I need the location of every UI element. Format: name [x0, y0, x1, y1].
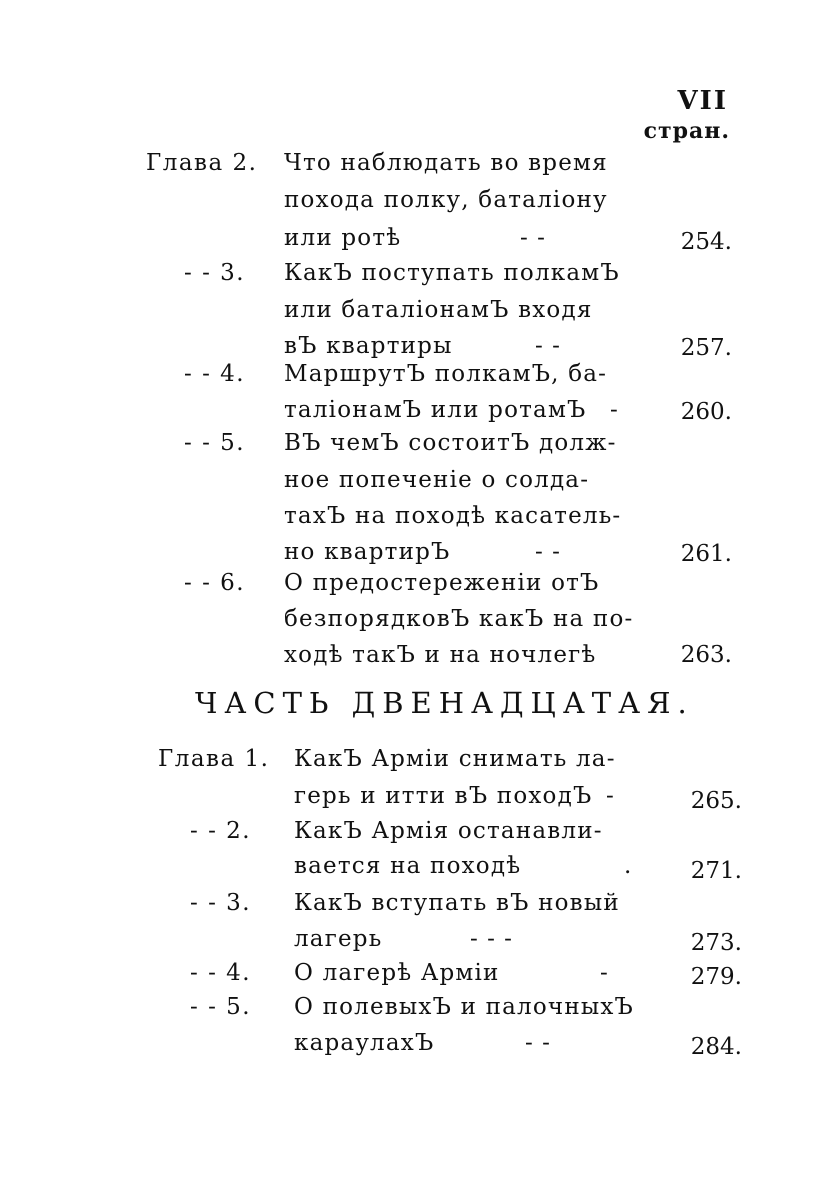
- entry-text-line: ВЪ чемЪ состоитЪ долж-: [284, 430, 617, 456]
- page-number: 254.: [680, 229, 732, 255]
- entry-text-line: безпорядковЪ какЪ на по-: [284, 606, 634, 632]
- entry-text-line: О полевыхЪ и палочныхЪ: [294, 994, 634, 1020]
- dot-leader: -: [606, 783, 615, 809]
- page-number: 284.: [690, 1034, 742, 1060]
- folio-roman-numeral: VII: [677, 86, 728, 116]
- entry-text-line: КакЪ вступать вЪ новый: [294, 890, 620, 916]
- dot-leader: - - -: [470, 926, 513, 952]
- entry-text-line: ходѣ такЪ и на ночлегѣ: [284, 642, 597, 668]
- page-number: 261.: [680, 541, 732, 567]
- entry-text-line: КакЪ Армія останавли-: [294, 818, 603, 844]
- entry-text-line: таліонамЪ или ротамЪ: [284, 397, 587, 423]
- entry-text-line: КакЪ поступать полкамЪ: [284, 260, 620, 286]
- entry-text-line: вЪ квартиры: [284, 333, 453, 359]
- dot-leader: - -: [525, 1030, 551, 1056]
- entry-text-line: О предостереженіи отЪ: [284, 570, 600, 596]
- entry-text-line: но квартирЪ: [284, 539, 451, 565]
- page-number: 263.: [680, 642, 732, 668]
- entry-label: - - 3.: [190, 890, 252, 916]
- entry-text-line: ное попеченіе о солда-: [284, 467, 590, 493]
- entry-text-line: Что наблюдать во время: [284, 150, 608, 176]
- page-number: 279.: [690, 964, 742, 990]
- entry-text-line: КакЪ Арміи снимать ла-: [294, 746, 616, 772]
- dot-leader: -: [610, 397, 619, 423]
- dot-leader: - -: [520, 225, 546, 251]
- page-column-label: стран.: [643, 118, 730, 144]
- dot-leader: -: [600, 960, 609, 986]
- entry-label: - - 5.: [184, 430, 246, 456]
- part-heading: ЧАСТЬ ДВЕНАДЦАТАЯ.: [195, 686, 694, 720]
- entry-label: Глава 1.: [158, 746, 270, 772]
- entry-label: - - 4.: [190, 960, 252, 986]
- entry-label: Глава 2.: [146, 150, 258, 176]
- entry-text-line: или баталіонамЪ входя: [284, 297, 593, 323]
- entry-text-line: лагерь: [294, 926, 383, 952]
- entry-text-line: похода полку, баталіону: [284, 187, 608, 213]
- entry-text-line: МаршрутЪ полкамЪ, ба-: [284, 361, 608, 387]
- entry-label: - - 3.: [184, 260, 246, 286]
- dot-leader: .: [624, 853, 633, 879]
- page-number: 257.: [680, 335, 732, 361]
- entry-text-line: или ротѣ: [284, 225, 402, 251]
- entry-label: - - 6.: [184, 570, 246, 596]
- entry-label: - - 2.: [190, 818, 252, 844]
- page-number: 260.: [680, 399, 732, 425]
- entry-text-line: О лагерѣ Арміи: [294, 960, 500, 986]
- entry-text-line: герь и итти вЪ походЪ: [294, 783, 593, 809]
- page-number: 265.: [690, 788, 742, 814]
- entry-text-line: тахЪ на походѣ касатель-: [284, 503, 622, 529]
- page-number: 273.: [690, 930, 742, 956]
- entry-text-line: караулахЪ: [294, 1030, 435, 1056]
- page-number: 271.: [690, 858, 742, 884]
- entry-label: - - 5.: [190, 994, 252, 1020]
- entry-text-line: вается на походѣ: [294, 853, 522, 879]
- entry-label: - - 4.: [184, 361, 246, 387]
- dot-leader: - -: [535, 539, 561, 565]
- dot-leader: - -: [535, 333, 561, 359]
